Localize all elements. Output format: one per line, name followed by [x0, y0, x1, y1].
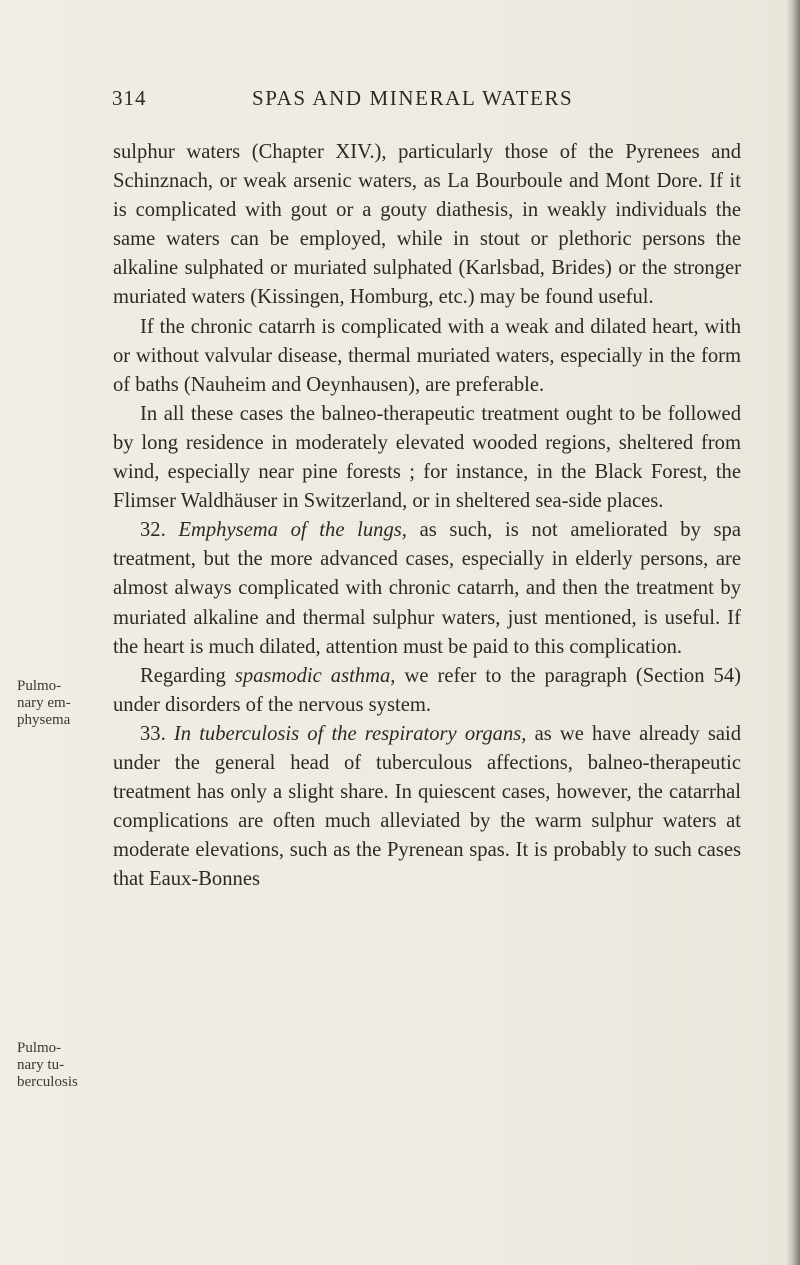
- section-number: 33.: [140, 722, 166, 745]
- page-edge-shadow: [786, 0, 800, 1265]
- paragraph-3: In all these cases the balneo-therapeutic treatment ought to be followed by long residence in moderately elevated wooded regions, sheltered from wind, especially near pine forests ; for instance, in the Black Forest, the Flimser Waldhäuser in Switzerland, or in sheltered sea-side places.: [113, 402, 741, 513]
- emphasis-text: In tuberculosis of the respiratory organs,: [173, 722, 527, 745]
- emphasis-text: Emphysema of the lungs,: [178, 519, 407, 542]
- paragraph-2: If the chronic catarrh is complicated with a weak and dilated heart, with or without valvular disease, thermal muriated waters, especially in the form of baths (Nauheim and Oeynhausen), are preferable.: [113, 315, 741, 396]
- margin-note-emphysema: [17, 678, 107, 729]
- paragraph-text: Regarding: [140, 664, 226, 687]
- margin-note-text: Pulmo- nary em- physema: [17, 678, 71, 728]
- margin-note-tuberculosis: [17, 1040, 107, 1091]
- running-title: SPAS AND MINERAL WATERS: [252, 86, 574, 110]
- paragraph-1: sulphur waters (Chapter XIV.), particularly those of the Pyrenees and Schinznach, or weak arsenic waters, as La Bourboule and Mont Dore. If it is complicated with gout or a gouty diathesis, in weakly individuals the same waters can be employed, while in stout or plethoric persons the alkaline sulphated or muriated sulphated (Karlsbad, Brides) or the stronger muriated waters (Kissingen, Homburg, etc.) may be found useful.: [113, 141, 741, 309]
- paragraph-text: as we have already said under the general head of tuberculous affections, balneo-therapeutic treatment has only a slight share. In quiescent cases, however, the catarrhal complications are often much alleviated by the warm sulphur waters at moderate elevations, such as the Pyrenean spas. It is probably to such cases that Eaux-Bonnes: [113, 722, 741, 891]
- margin-note-text: Pulmo- nary tu- berculosis: [17, 1040, 78, 1090]
- section-number: 32.: [140, 519, 166, 542]
- page-number: 314: [112, 86, 147, 110]
- paragraph-4: [113, 516, 741, 661]
- paragraph-text: we refer to the paragraph (Section 54) under disorders of the nervous system.: [113, 664, 741, 716]
- emphasis-text: spasmodic asthma,: [234, 664, 396, 687]
- body-text: [113, 138, 741, 894]
- paragraph-6: [113, 720, 741, 895]
- paragraph-5: [113, 662, 741, 720]
- paragraph-text: as such, is not ameliorated by spa treatment, but the more advanced cases, especially in elderly persons, are almost always complicated with chronic catarrh, and then the treatment by muriated alkaline and thermal sulphur waters, just mentioned, is useful. If the heart is much dilated, attention must be paid to this complication.: [113, 519, 741, 658]
- running-head: [112, 86, 722, 116]
